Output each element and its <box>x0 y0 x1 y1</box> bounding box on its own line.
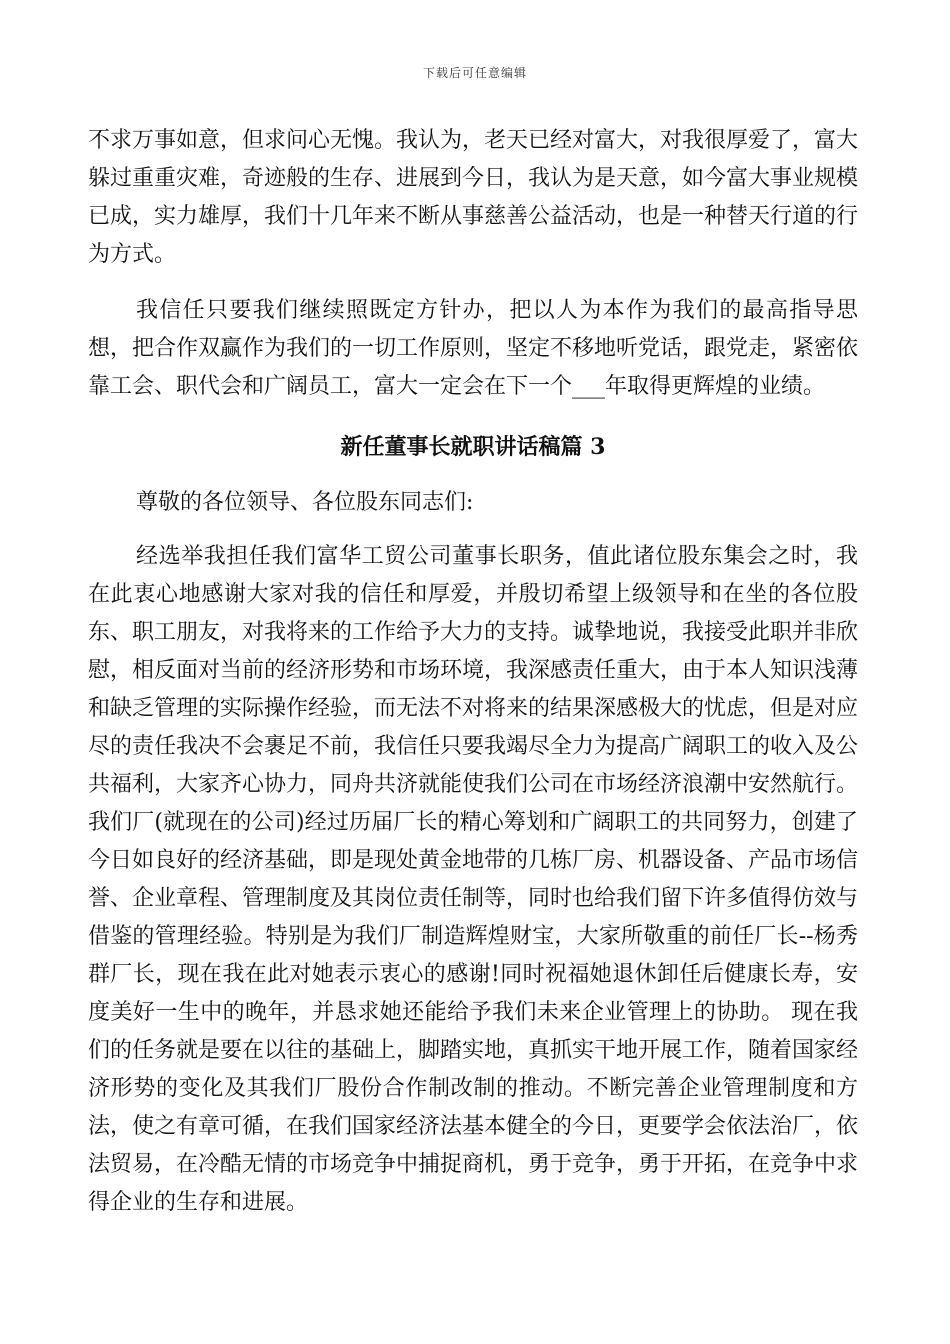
paragraph-2: 我信任只要我们继续照既定方针办，把以人为本作为我们的最高指导思想，把合作双赢作为我们的一切工作原则，坚定不移地听党话，跟党走，紧密依靠工会、职代会和广阔员工，富大一定会在下一个___年取得更辉煌的业绩。 <box>88 298 859 399</box>
paragraph-1: 不求万事如意，但求问心无愧。我认为，老天已经对富大，对我很厚爱了，富大躲过重重灾难，奇迹般的生存、进展到今日，我认为是天意，如今富大事业规模已成，实力雄厚，我们十几年来不断从事慈善公益活动，也是一种替天行道的行为方式。 <box>88 128 859 267</box>
document-body <box>88 122 858 1222</box>
section-heading: 新任董事长就职讲话稿篇 3 <box>340 434 606 460</box>
greeting: 尊敬的各位领导、各位股东同志们: <box>136 490 474 515</box>
page-header: 下载后可任意编辑 <box>422 66 527 80</box>
paragraph-3: 经选举我担任我们富华工贸公司董事长职务，值此诸位股东集会之时，我在此衷心地感谢大家对我的信任和厚爱，并殷切希望上级领导和在坐的各位股东、职工朋友，对我将来的工作给予大力的支持。诚挚地说，我接受此职并非欣慰，相反面对当前的经济形势和市场环境，我深感责任重大，由于本人知识浅薄和缺乏管理的实际操作经验，而无法不对将来的结果深感极大的忧虑，但是对应尽的责任我决不会裹足不前，我信任只要我竭尽全力为提高广阔职工的收入及公共福利，大家齐心协力，同舟共济就能使我们公司在市场经济浪潮中安然航行。 我们厂(就现在的公司)经过历届厂长的精心筹划和广阔职工的共同努力，创建了今日如良好的经济基础，即是现处黄金地带的几栋厂房、机器设备、产品市场信誉、企业章程、管理制度及其岗位责任制等，同时也给我们留下许多值得仿效与借鉴的管理经验。特别是为我们厂制造辉煌财宝，大家所敬重的前任厂长--杨秀群厂长，现在我在此对她表示衷心的感谢!同时祝福她退休卸任后健康长寿，安度美好一生中的晚年，并恳求她还能给予我们未来企业管理上的协助。 现在我们的任务就是要在以往的基础上，脚踏实地，真抓实干地开展工作，随着国家经济形势的变化及其我们厂股份合作制改制的推动。不断完善企业管理制度和方法，使之有章可循，在我们国家经济法基本健全的今日，更要学会依法治厂，依法贸易，在冷酷无情的市场竞争中捕捉商机，勇于竞争，勇于开拓，在竞争中求得企业的生存和进展。 <box>88 544 859 1215</box>
